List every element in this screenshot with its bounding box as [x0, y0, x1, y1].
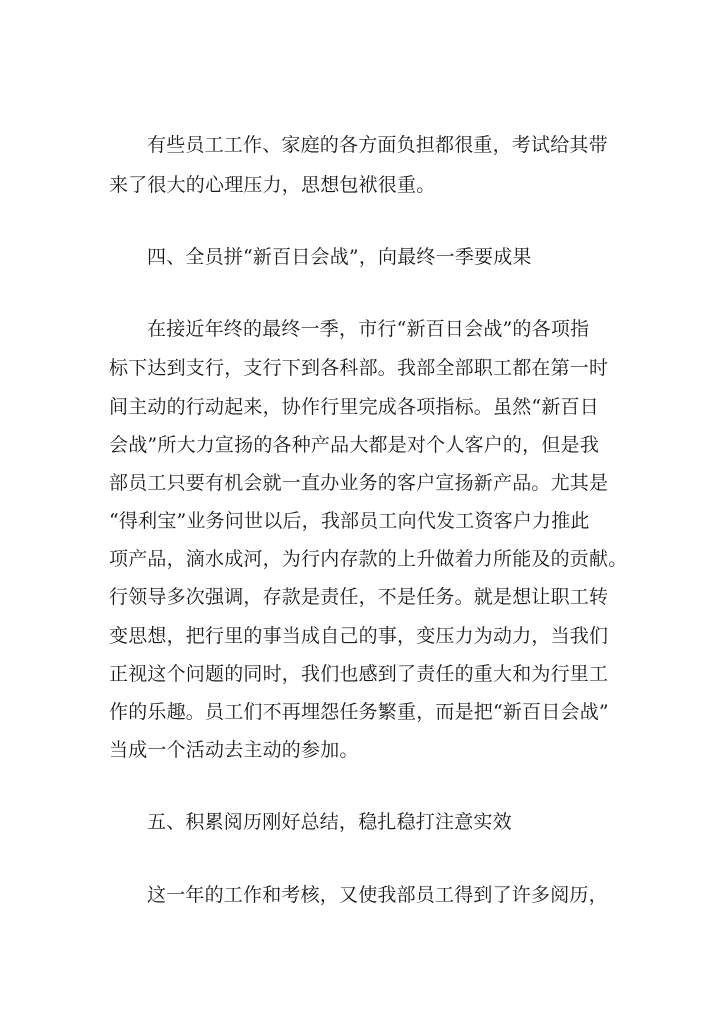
paragraph-2-line-8: 行领导多次强调，存款是责任，不是任务。就是想让职工转: [109, 586, 609, 608]
paragraph-2-line-11: 作的乐趣。员工们不再埋怨任务繁重，而是把“新百日会战”: [109, 701, 609, 723]
paragraph-2-line-9: 变思想，把行里的事当成自己的事，变压力为动力，当我们: [109, 625, 609, 647]
paragraph-1-line-2: 来了很大的心理压力，思想包袱很重。: [109, 174, 436, 196]
paragraph-3-line-1: 这一年的工作和考核，又使我部员工得到了许多阅历，: [147, 884, 608, 906]
paragraph-2-line-6: “得利宝”业务问世以后，我部员工向代发工资客户力推此: [109, 510, 590, 532]
paragraph-2-line-2: 标下达到支行，支行下到各科部。我部全部职工都在第一时: [109, 357, 609, 379]
paragraph-2-line-3: 间主动的行动起来，协作行里完成各项指标。虽然“新百日: [109, 396, 599, 418]
paragraph-2-line-7: 项产品，滴水成河，为行内存款的上升做着力所能及的贡献。: [109, 548, 628, 570]
section-heading-5: 五、积累阅历刚好总结，稳扎稳打注意实效: [147, 811, 512, 833]
paragraph-2-line-1: 在接近年终的最终一季，市行“新百日会战”的各项指: [147, 318, 590, 340]
paragraph-1-line-1: 有些员工工作、家庭的各方面负担都很重，考试给其带: [147, 134, 608, 156]
paragraph-2-line-4: 会战”所大力宣扬的各种产品大都是对个人客户的，但是我: [109, 434, 599, 456]
paragraph-2-line-12: 当成一个活动去主动的参加。: [109, 739, 359, 761]
paragraph-2-line-5: 部员工只要有机会就一直办业务的客户宣扬新产品。尤其是: [109, 472, 609, 494]
section-heading-4: 四、全员拼“新百日会战”，向最终一季要成果: [147, 246, 532, 268]
paragraph-2-line-10: 正视这个问题的同时，我们也感到了责任的重大和为行里工: [109, 663, 609, 685]
